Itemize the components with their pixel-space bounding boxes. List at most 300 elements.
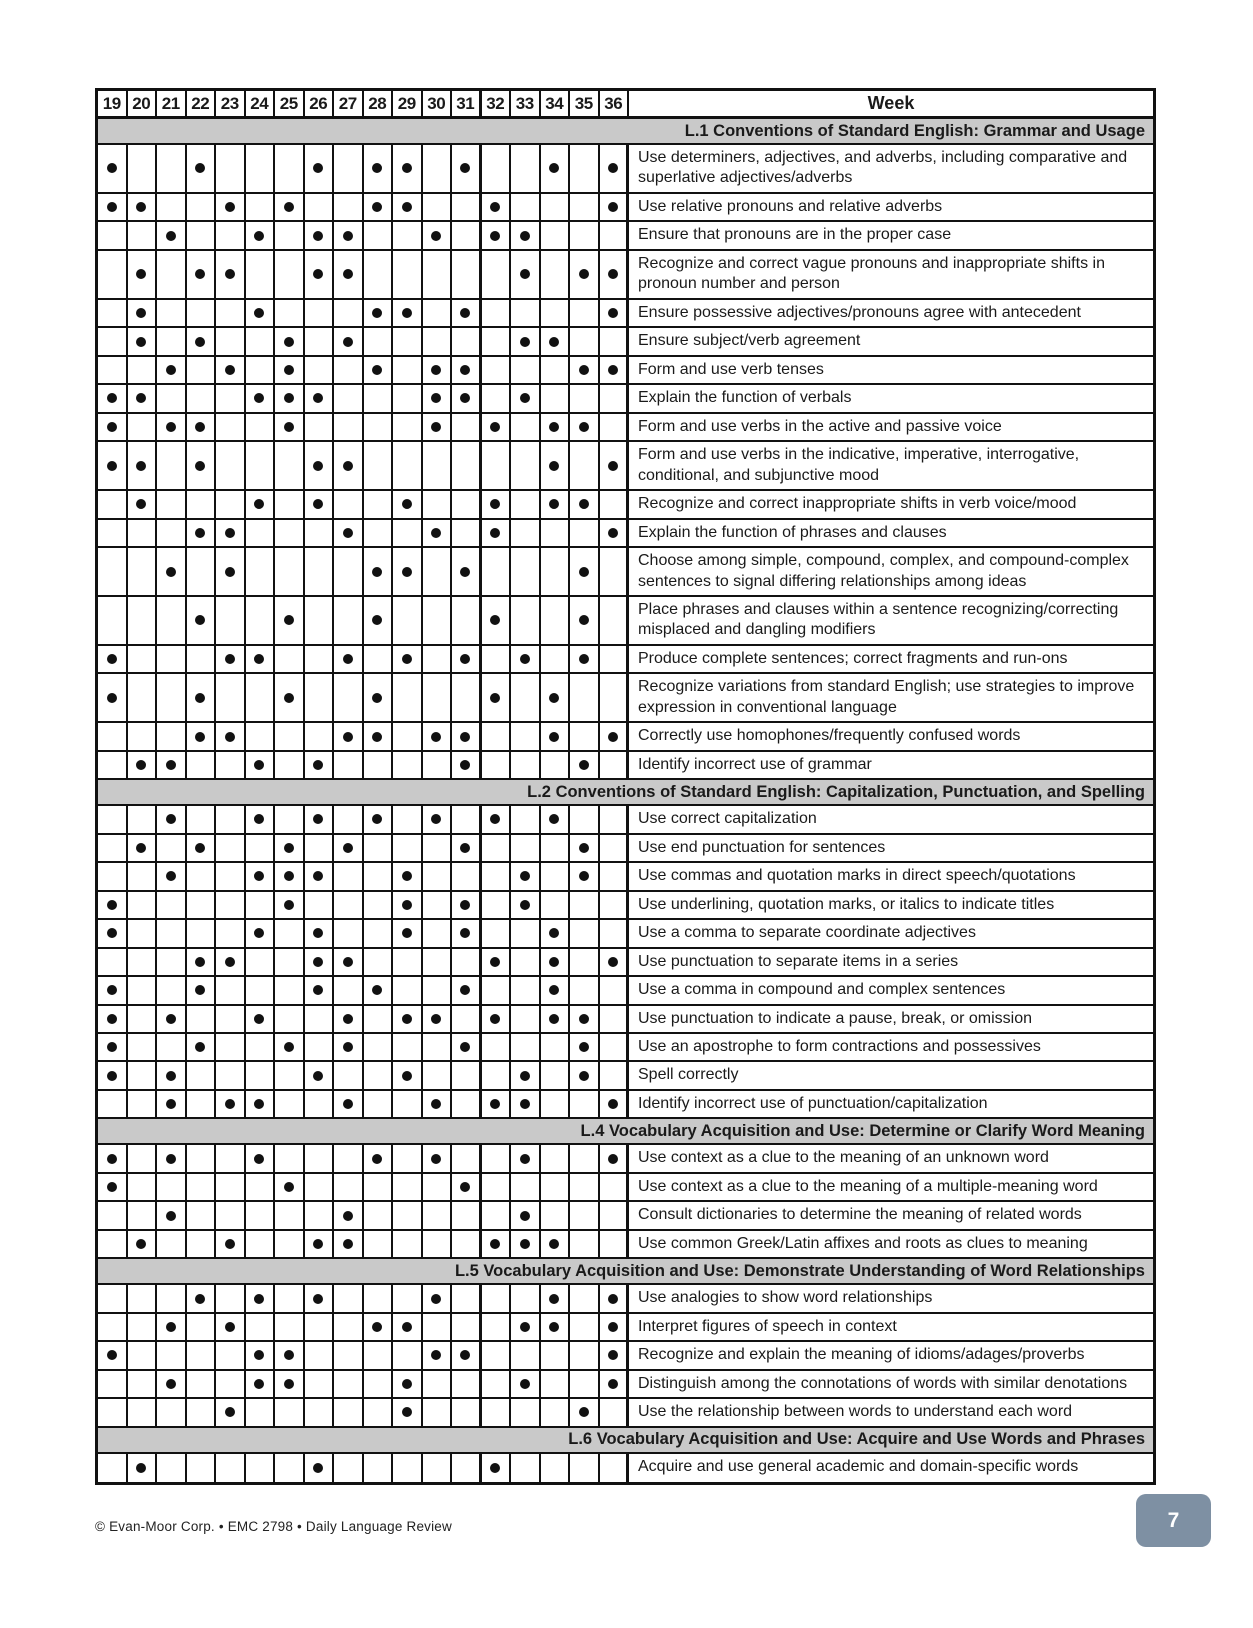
dot-marker <box>402 654 412 664</box>
week-cell <box>334 548 364 595</box>
dot-marker <box>254 928 264 938</box>
week-cell <box>305 1285 335 1311</box>
week-cell <box>98 300 128 326</box>
week-cell <box>423 1314 453 1340</box>
week-cell <box>216 1285 246 1311</box>
week-cell <box>275 806 305 832</box>
dot-marker <box>608 732 618 742</box>
week-cell <box>246 1231 276 1257</box>
dot-marker <box>490 528 500 538</box>
week-cell <box>128 222 158 248</box>
week-cell <box>423 251 453 298</box>
dot-marker <box>107 693 117 703</box>
dot-marker <box>254 231 264 241</box>
skill-row <box>98 251 1153 300</box>
dot-marker <box>490 1239 500 1249</box>
week-cell <box>246 1091 276 1117</box>
week-cell <box>600 1231 630 1257</box>
dot-marker <box>313 269 323 279</box>
dot-marker <box>402 928 412 938</box>
week-cell <box>511 920 541 946</box>
week-cell <box>364 414 394 440</box>
skill-text: Explain the function of verbals <box>638 389 852 407</box>
week-cell <box>423 949 453 975</box>
dot-marker <box>608 957 618 967</box>
dot-marker <box>402 871 412 881</box>
week-cell <box>216 863 246 889</box>
dot-marker <box>549 732 559 742</box>
week-cell <box>157 1399 187 1425</box>
week-cell <box>334 520 364 546</box>
week-cell <box>128 1091 158 1117</box>
week-cell <box>452 949 482 975</box>
week-cell <box>364 442 394 489</box>
week-cell <box>334 251 364 298</box>
week-cell <box>570 1399 600 1425</box>
week-cell <box>305 597 335 644</box>
week-cell <box>600 1342 630 1368</box>
week-cell <box>98 1399 128 1425</box>
week-cell <box>98 1454 128 1482</box>
skill-text: Acquire and use general academic and domain-specific words <box>638 1458 1079 1476</box>
week-cell <box>246 863 276 889</box>
week-cell <box>216 1399 246 1425</box>
week-cell <box>423 222 453 248</box>
week-cell <box>98 863 128 889</box>
week-cell <box>364 835 394 861</box>
week-cell <box>187 1174 217 1200</box>
dot-marker <box>431 393 441 403</box>
week-cell <box>98 1006 128 1032</box>
week-cell <box>246 920 276 946</box>
dot-marker <box>313 499 323 509</box>
dot-marker <box>225 654 235 664</box>
dot-marker <box>579 654 589 664</box>
dot-marker <box>520 1322 530 1332</box>
dot-marker <box>313 1071 323 1081</box>
dot-marker <box>284 1182 294 1192</box>
week-cell <box>511 300 541 326</box>
week-cell <box>482 1314 512 1340</box>
week-cell <box>275 1174 305 1200</box>
week-cell <box>364 1091 394 1117</box>
week-cell <box>334 674 364 721</box>
week-cell <box>157 520 187 546</box>
week-cell <box>305 1091 335 1117</box>
dot-marker <box>579 871 589 881</box>
skill-text: Interpret figures of speech in context <box>638 1317 897 1335</box>
week-cell <box>541 1006 571 1032</box>
week-cell <box>275 1231 305 1257</box>
week-cell <box>600 328 630 354</box>
week-cell <box>246 835 276 861</box>
week-cell <box>364 357 394 383</box>
week-cell <box>511 977 541 1003</box>
dot-marker <box>284 393 294 403</box>
week-cell <box>246 222 276 248</box>
skill-row <box>98 977 1153 1005</box>
skill-row <box>98 328 1153 356</box>
week-cell <box>452 1091 482 1117</box>
week-cell <box>393 442 423 489</box>
dot-marker <box>225 1322 235 1332</box>
week-cell <box>98 548 128 595</box>
week-cell <box>541 548 571 595</box>
dot-marker <box>195 461 205 471</box>
section-header: L.6 Vocabulary Acquisition and Use: Acquire and Use Words and Phrases <box>98 1428 1153 1454</box>
week-cell <box>393 194 423 220</box>
dot-marker <box>284 1350 294 1360</box>
skill-row <box>98 1091 1153 1119</box>
week-cell <box>216 1034 246 1060</box>
skill-text: Use common Greek/Latin affixes and roots as clues to meaning <box>638 1234 1088 1252</box>
week-cell <box>452 674 482 721</box>
week-cell <box>570 1034 600 1060</box>
week-cell <box>275 1145 305 1171</box>
skill-row <box>98 1371 1153 1399</box>
week-cell <box>393 300 423 326</box>
section-header: L.5 Vocabulary Acquisition and Use: Demonstrate Understanding of Word Relationships <box>98 1259 1153 1285</box>
dot-marker <box>107 1350 117 1360</box>
week-cell <box>393 892 423 918</box>
week-cell <box>334 1202 364 1228</box>
skill-row <box>98 1342 1153 1370</box>
week-cell <box>334 752 364 778</box>
week-cell <box>541 1342 571 1368</box>
skill-text: Use punctuation to separate items in a series <box>638 952 959 970</box>
dot-marker <box>284 843 294 853</box>
week-cell <box>511 1091 541 1117</box>
week-cell <box>246 491 276 517</box>
week-cell <box>393 1062 423 1088</box>
week-cell <box>423 892 453 918</box>
week-cell <box>423 920 453 946</box>
week-cell <box>482 300 512 326</box>
skill-text: Form and use verb tenses <box>638 360 824 378</box>
week-cell <box>305 328 335 354</box>
week-cell <box>600 646 630 672</box>
week-cell <box>334 646 364 672</box>
dot-marker <box>136 461 146 471</box>
skill-text: Use the relationship between words to understand each word <box>638 1403 1073 1421</box>
week-cell <box>98 145 128 192</box>
week-cell <box>128 442 158 489</box>
week-cell <box>187 977 217 1003</box>
dot-marker <box>372 567 382 577</box>
week-cell <box>541 1314 571 1340</box>
skill-text: Recognize variations from standard English; use strategies to improve expression in conventional language <box>638 678 1135 716</box>
week-cell <box>482 752 512 778</box>
dot-marker <box>402 1379 412 1389</box>
week-cell <box>157 597 187 644</box>
week-cell <box>305 194 335 220</box>
week-cell <box>364 1062 394 1088</box>
skill-row <box>98 752 1153 780</box>
week-cell <box>246 1454 276 1482</box>
week-cell <box>570 1062 600 1088</box>
week-cell <box>364 520 394 546</box>
week-cell <box>364 1006 394 1032</box>
week-cell <box>157 300 187 326</box>
skill-row <box>98 646 1153 674</box>
week-cell <box>187 597 217 644</box>
dot-marker <box>460 654 470 664</box>
week-cell <box>600 1454 630 1482</box>
week-cell <box>452 251 482 298</box>
week-cell <box>570 646 600 672</box>
week-cell <box>128 414 158 440</box>
week-cell <box>157 674 187 721</box>
skill-text: Correctly use homophones/frequently confused words <box>638 727 1021 745</box>
dot-marker <box>579 365 589 375</box>
dot-marker <box>107 461 117 471</box>
week-cell <box>452 1145 482 1171</box>
skill-row <box>98 414 1153 442</box>
week-cell <box>570 674 600 721</box>
week-cell <box>246 1342 276 1368</box>
week-cell <box>364 920 394 946</box>
week-cell <box>570 806 600 832</box>
week-cell <box>452 920 482 946</box>
section-header: L.1 Conventions of Standard English: Grammar and Usage <box>98 119 1153 145</box>
week-cell <box>482 1091 512 1117</box>
week-cell <box>482 442 512 489</box>
week-cell <box>364 646 394 672</box>
week-cell <box>305 1202 335 1228</box>
week-cell <box>216 597 246 644</box>
week-cell <box>393 723 423 749</box>
week-cell <box>157 1062 187 1088</box>
week-cell <box>157 1091 187 1117</box>
week-cell <box>541 949 571 975</box>
dot-marker <box>254 1350 264 1360</box>
correlation-table <box>95 88 1156 1485</box>
dot-marker <box>431 1350 441 1360</box>
week-cell <box>305 1145 335 1171</box>
dot-marker <box>549 928 559 938</box>
week-cell <box>393 977 423 1003</box>
week-cell <box>364 1174 394 1200</box>
week-cell <box>334 1399 364 1425</box>
week-cell <box>364 251 394 298</box>
week-cell <box>511 1174 541 1200</box>
week-cell <box>364 1231 394 1257</box>
dot-marker <box>549 461 559 471</box>
week-cell <box>482 414 512 440</box>
week-cell <box>246 357 276 383</box>
week-cell <box>128 806 158 832</box>
week-cell <box>482 1174 512 1200</box>
dot-marker <box>166 871 176 881</box>
week-cell <box>423 806 453 832</box>
dot-marker <box>460 732 470 742</box>
week-cell <box>157 414 187 440</box>
skill-text: Produce complete sentences; correct fragments and run-ons <box>638 649 1068 667</box>
week-cell <box>128 723 158 749</box>
week-cell <box>511 328 541 354</box>
week-cell <box>452 300 482 326</box>
week-cell <box>600 1174 630 1200</box>
week-cell <box>600 977 630 1003</box>
week-cell <box>246 328 276 354</box>
dot-marker <box>460 900 470 910</box>
week-cell <box>423 520 453 546</box>
week-cell <box>157 1145 187 1171</box>
dot-marker <box>225 732 235 742</box>
week-cell <box>305 1006 335 1032</box>
skill-row <box>98 194 1153 222</box>
week-cell <box>216 674 246 721</box>
week-cell <box>305 414 335 440</box>
week-cell <box>216 1371 246 1397</box>
dot-marker <box>313 1463 323 1473</box>
week-cell <box>511 806 541 832</box>
week-cell <box>570 442 600 489</box>
week-cell <box>600 357 630 383</box>
dot-marker <box>431 1294 441 1304</box>
week-cell <box>216 1454 246 1482</box>
week-cell <box>216 357 246 383</box>
week-cell <box>157 723 187 749</box>
dot-marker <box>225 1099 235 1109</box>
dot-marker <box>313 393 323 403</box>
dot-marker <box>520 900 530 910</box>
week-cell <box>364 892 394 918</box>
week-cell <box>98 835 128 861</box>
week-cell <box>482 222 512 248</box>
dot-marker <box>520 393 530 403</box>
week-cell <box>305 920 335 946</box>
dot-marker <box>402 308 412 318</box>
week-cell <box>128 1314 158 1340</box>
week-cell <box>305 835 335 861</box>
dot-marker <box>520 269 530 279</box>
week-cell <box>423 835 453 861</box>
week-cell <box>157 1034 187 1060</box>
dot-marker <box>490 814 500 824</box>
dot-marker <box>107 1042 117 1052</box>
dot-marker <box>284 422 294 432</box>
week-cell <box>187 1034 217 1060</box>
week-cell <box>570 251 600 298</box>
week-cell <box>334 222 364 248</box>
week-cell <box>541 674 571 721</box>
week-cell <box>128 597 158 644</box>
week-cell <box>482 1034 512 1060</box>
week-cell <box>246 1399 276 1425</box>
dot-marker <box>225 528 235 538</box>
week-cell <box>570 863 600 889</box>
dot-marker <box>608 1379 618 1389</box>
week-cell <box>128 977 158 1003</box>
week-cell <box>423 752 453 778</box>
skill-text: Use underlining, quotation marks, or italics to indicate titles <box>638 895 1055 913</box>
week-cell <box>541 892 571 918</box>
week-cell <box>364 548 394 595</box>
dot-marker <box>343 1239 353 1249</box>
dot-marker <box>549 422 559 432</box>
week-cell <box>511 949 541 975</box>
week-cell <box>600 145 630 192</box>
week-cell <box>157 194 187 220</box>
week-cell <box>246 385 276 411</box>
week-cell <box>393 520 423 546</box>
skill-text: Spell correctly <box>638 1066 739 1084</box>
week-cell <box>128 300 158 326</box>
week-cell <box>423 1342 453 1368</box>
dot-marker <box>520 1239 530 1249</box>
week-cell <box>600 1399 630 1425</box>
week-cell <box>98 1091 128 1117</box>
week-cell <box>275 674 305 721</box>
week-cell <box>334 414 364 440</box>
week-cell <box>128 863 158 889</box>
skill-row <box>98 674 1153 723</box>
week-header-label: Week <box>867 93 915 113</box>
week-cell <box>275 1454 305 1482</box>
week-cell <box>216 1145 246 1171</box>
week-cell <box>600 723 630 749</box>
week-cell <box>393 1145 423 1171</box>
dot-marker <box>343 231 353 241</box>
week-cell <box>157 1231 187 1257</box>
dot-marker <box>431 1154 441 1164</box>
week-cell <box>216 646 246 672</box>
week-number-header: 20 <box>128 91 158 116</box>
week-cell <box>452 145 482 192</box>
week-cell <box>98 1314 128 1340</box>
week-cell <box>334 1091 364 1117</box>
dot-marker <box>254 308 264 318</box>
week-cell <box>452 892 482 918</box>
dot-marker <box>343 654 353 664</box>
week-header-row <box>98 91 1153 119</box>
skill-row <box>98 548 1153 597</box>
week-cell <box>157 1174 187 1200</box>
dot-marker <box>284 900 294 910</box>
week-number-header: 25 <box>275 91 305 116</box>
dot-marker <box>313 985 323 995</box>
week-number-header: 36 <box>600 91 630 116</box>
week-cell <box>393 548 423 595</box>
dot-marker <box>460 985 470 995</box>
dot-marker <box>372 814 382 824</box>
week-cell <box>541 1454 571 1482</box>
week-cell <box>423 597 453 644</box>
week-cell <box>423 442 453 489</box>
week-cell <box>541 300 571 326</box>
week-number-header: 21 <box>157 91 187 116</box>
week-cell <box>305 1062 335 1088</box>
dot-marker <box>107 654 117 664</box>
week-cell <box>452 1034 482 1060</box>
week-cell <box>246 1314 276 1340</box>
week-cell <box>246 1174 276 1200</box>
skill-text: Use relative pronouns and relative adverbs <box>638 197 943 215</box>
week-cell <box>364 1371 394 1397</box>
week-cell <box>570 385 600 411</box>
week-cell <box>482 674 512 721</box>
week-cell <box>511 1454 541 1482</box>
week-cell <box>452 1314 482 1340</box>
skill-text: Explain the function of phrases and clauses <box>638 523 947 541</box>
skill-row <box>98 806 1153 834</box>
week-cell <box>600 920 630 946</box>
week-cell <box>393 597 423 644</box>
week-cell <box>393 1454 423 1482</box>
skill-text: Consult dictionaries to determine the meaning of related words <box>638 1206 1082 1224</box>
week-cell <box>423 414 453 440</box>
